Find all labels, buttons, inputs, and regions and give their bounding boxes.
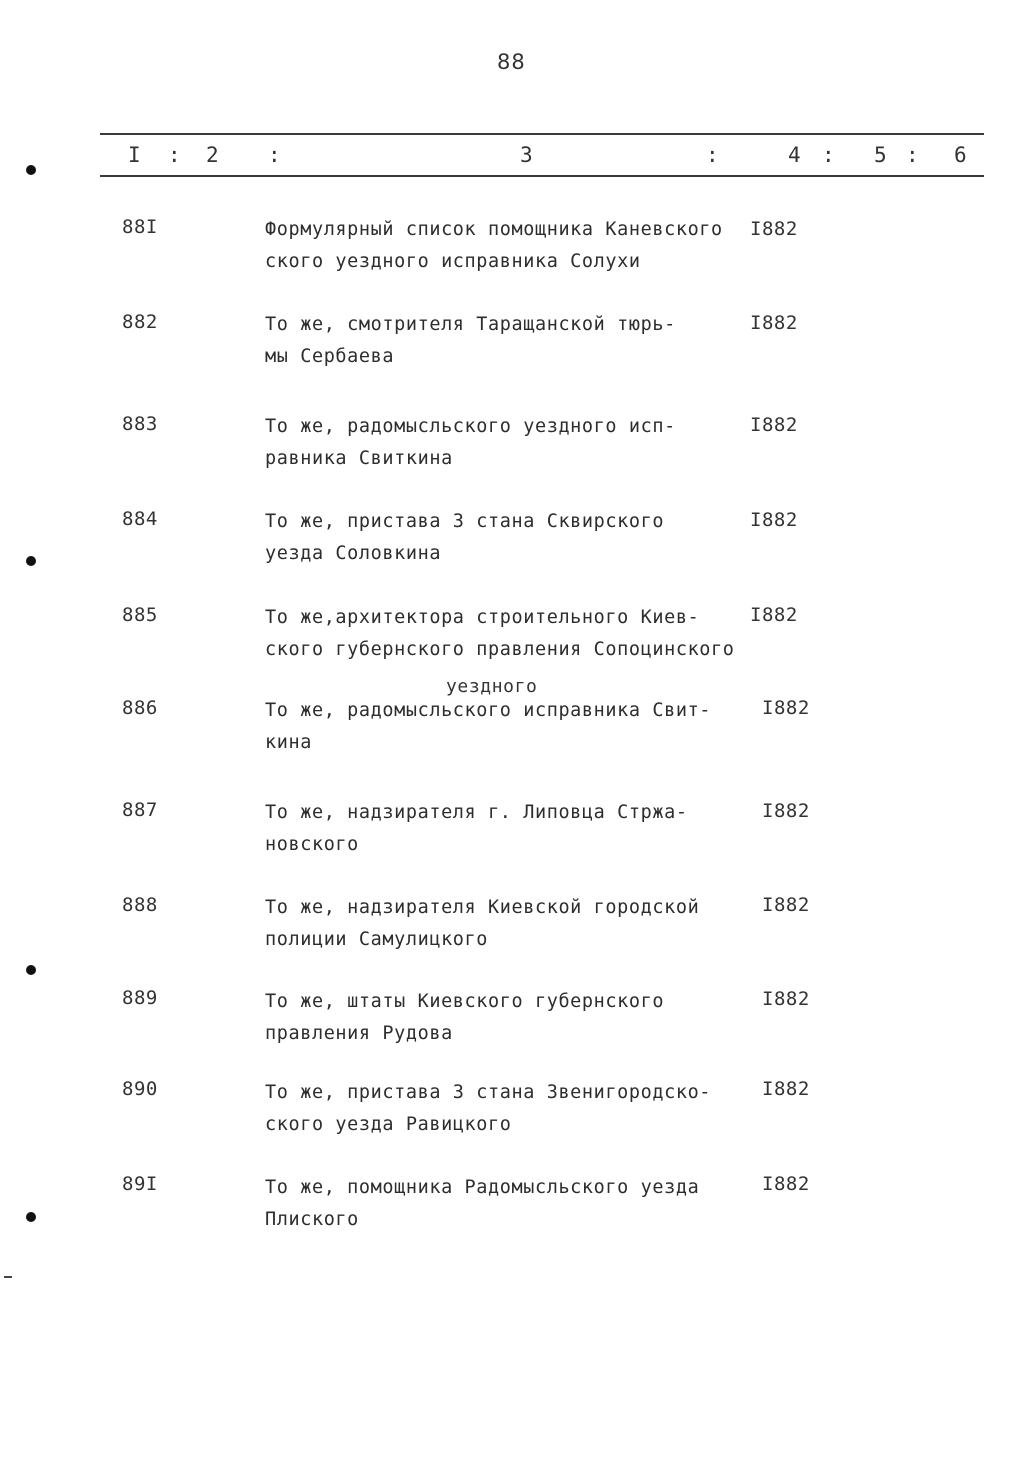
row-description: [265, 602, 785, 666]
inserted-word: уездного: [446, 676, 538, 697]
binder-hole: [26, 556, 36, 566]
description-line: Формулярный список помощника Каневского: [265, 219, 723, 240]
description-line: То же, радомысльского исправника Свит-: [265, 700, 712, 721]
scan-mark: [4, 1276, 12, 1278]
row-number: 888: [122, 894, 158, 916]
row-year: I882: [762, 697, 810, 719]
row-description: [265, 506, 785, 570]
row-year: I882: [750, 509, 798, 531]
row-description: [265, 411, 785, 475]
row-description: [265, 1077, 785, 1141]
description-line: равника Свиткина: [265, 448, 453, 469]
row-description: [265, 1172, 785, 1236]
header-separator: :: [822, 143, 835, 167]
header-separator: :: [268, 143, 281, 167]
description-line: правления Рудова: [265, 1023, 453, 1044]
header-col-2: 2: [206, 143, 219, 167]
row-year: I882: [762, 1078, 810, 1100]
row-year: I882: [762, 800, 810, 822]
row-description: [265, 892, 785, 956]
header-col-5: 5: [874, 143, 887, 167]
row-year: I882: [762, 894, 810, 916]
table-header-rule: [100, 175, 984, 177]
row-year: I882: [762, 1173, 810, 1195]
description-line: То же, штаты Киевского губернского: [265, 991, 665, 1012]
row-number: 88I: [122, 216, 158, 238]
row-number: 884: [122, 508, 158, 530]
page-number: 88: [497, 50, 526, 74]
row-number: 889: [122, 987, 158, 1009]
row-number: 882: [122, 311, 158, 333]
header-separator: :: [168, 143, 181, 167]
row-number: 885: [122, 604, 158, 626]
row-number: 887: [122, 799, 158, 821]
description-line: ского губернского правления Сопоцинского: [265, 639, 735, 660]
description-line: ского уездного исправника Солухи: [265, 251, 641, 272]
header-col-1: I: [128, 143, 141, 167]
header-col-4: 4: [788, 143, 801, 167]
description-line: полиции Самулицкого: [265, 929, 489, 950]
row-description: [265, 309, 785, 373]
row-description: [265, 797, 785, 861]
description-line: То же, радомысльского уездного исп-: [265, 416, 676, 437]
table-top-rule: [100, 133, 984, 135]
binder-hole: [26, 1212, 36, 1222]
header-separator: :: [706, 143, 719, 167]
description-line: Плиского: [265, 1209, 359, 1230]
binder-hole: [26, 965, 36, 975]
row-year: I882: [750, 312, 798, 334]
description-line: То же, надзирателя г. Липовца Стржа-: [265, 802, 688, 823]
row-description: [265, 986, 785, 1050]
header-col-6: 6: [954, 143, 967, 167]
row-number: 886: [122, 697, 158, 719]
description-line: ского уезда Равицкого: [265, 1114, 512, 1135]
row-number: 890: [122, 1078, 158, 1100]
description-line: новского: [265, 834, 359, 855]
description-line: То же, помощника Радомысльского уезда: [265, 1177, 700, 1198]
header-col-3: 3: [520, 143, 533, 167]
description-line: уезда Соловкина: [265, 543, 442, 564]
row-description: [265, 695, 785, 759]
row-year: I882: [750, 604, 798, 626]
description-line: То же, пристава 3 стана Звенигородско-: [265, 1082, 712, 1103]
row-year: I882: [750, 414, 798, 436]
row-year: I882: [762, 988, 810, 1010]
row-number: 89I: [122, 1173, 158, 1195]
description-line: кина: [265, 732, 312, 753]
header-separator: :: [906, 143, 919, 167]
description-line: То же, надзирателя Киевской городской: [265, 897, 700, 918]
description-line: То же, смотрителя Таращанской тюрь-: [265, 314, 676, 335]
description-line: мы Сербаева: [265, 346, 395, 367]
description-line: То же, пристава 3 стана Сквирского: [265, 511, 665, 532]
row-year: I882: [750, 218, 798, 240]
description-line: То же,архитектора строительного Киев-: [265, 607, 700, 628]
row-description: [265, 214, 785, 278]
row-number: 883: [122, 413, 158, 435]
binder-hole: [26, 165, 36, 175]
